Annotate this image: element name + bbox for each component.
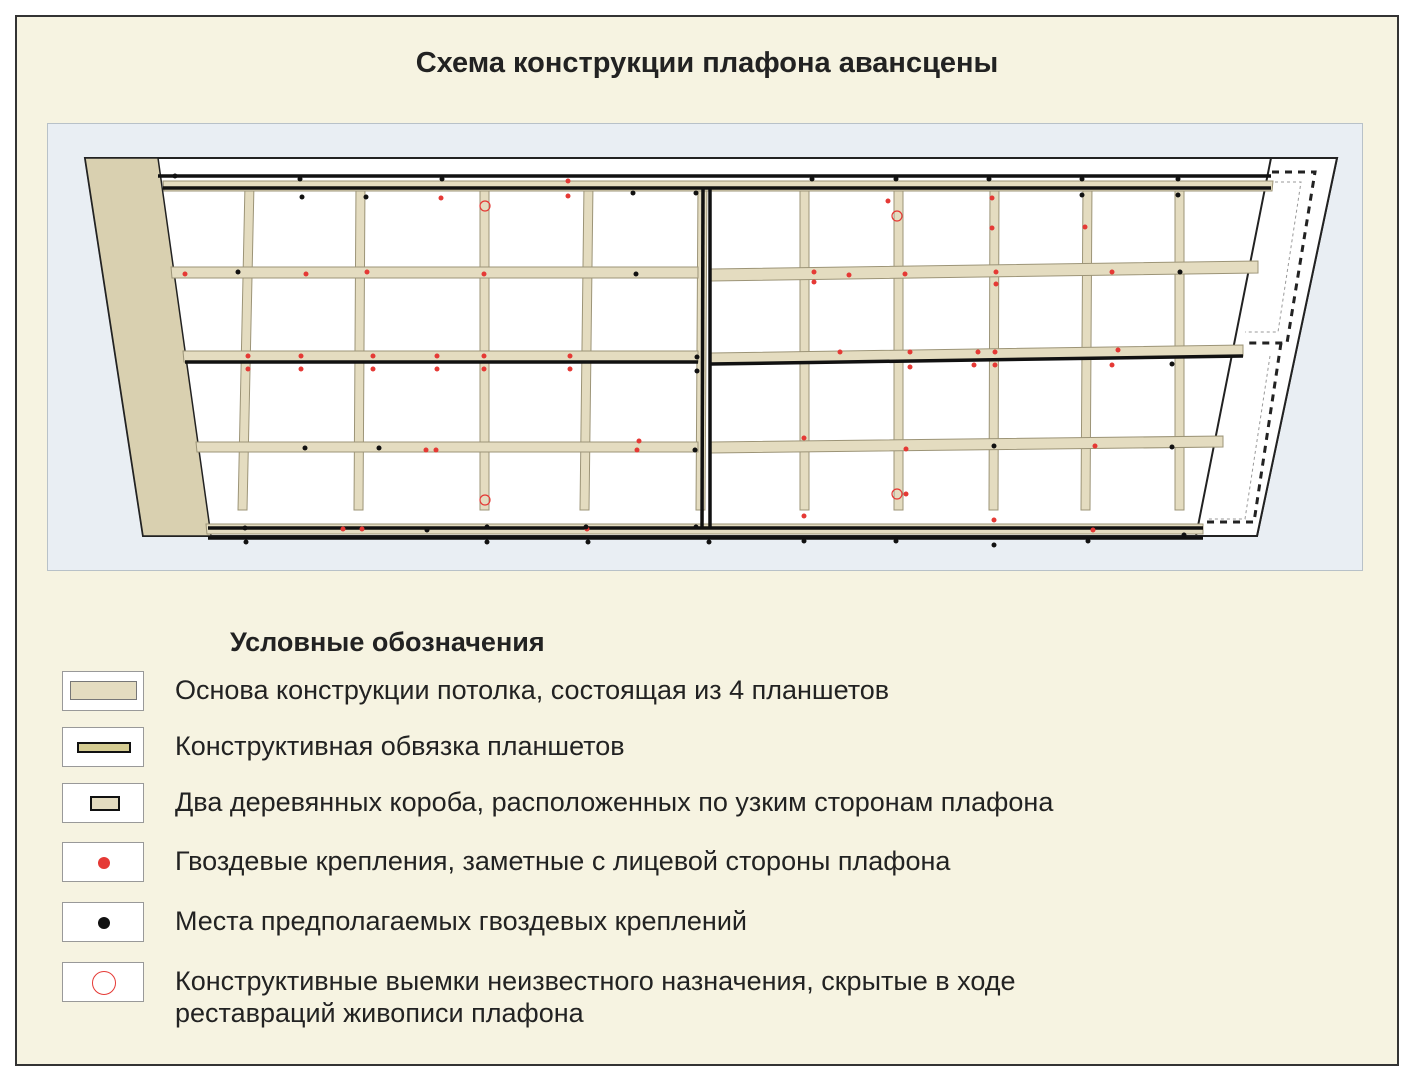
legend-label: Конструктивная обвязка планшетов [175, 731, 625, 761]
legend-title: Условные обозначения [230, 627, 545, 657]
nail-visible [994, 282, 999, 287]
nail-visible [1091, 528, 1096, 533]
nail-assumed [1182, 533, 1187, 538]
nail-assumed [1176, 193, 1181, 198]
nail-visible [812, 280, 817, 285]
nail-visible [838, 350, 843, 355]
nail-visible [812, 270, 817, 275]
nail-visible [904, 492, 909, 497]
nail-visible [183, 272, 188, 277]
nail-visible [1110, 363, 1115, 368]
nail-visible [371, 354, 376, 359]
legend-symbol-box [62, 842, 144, 882]
nail-visible [341, 527, 346, 532]
nail-assumed [694, 191, 699, 196]
legend-label: Основа конструкции потолка, состоящая из 4 планшетов [175, 675, 890, 705]
legend-label: Два деревянных короба, расположенных по узким сторонам плафона [175, 787, 1054, 817]
nail-visible [972, 363, 977, 368]
nail-visible [903, 272, 908, 277]
nail-visible [304, 272, 309, 277]
nail-visible [802, 436, 807, 441]
nail-assumed [987, 177, 992, 182]
nail-assumed [1178, 270, 1183, 275]
legend-symbol-box [62, 727, 144, 767]
legend-label-line-2: реставраций живописи плафона [175, 998, 584, 1028]
nail-assumed [425, 528, 430, 533]
nail-visible [371, 367, 376, 372]
nail-visible [802, 514, 807, 519]
nail-assumed [694, 525, 699, 530]
nail-visible [360, 527, 365, 532]
nail-visible [990, 196, 995, 201]
nail-assumed [707, 540, 712, 545]
red-dot-icon [98, 857, 110, 869]
nail-visible [908, 350, 913, 355]
legend-symbol-box [62, 962, 144, 1002]
nail-visible [993, 350, 998, 355]
red-ring-icon [92, 971, 116, 995]
legend-label: Гвоздевые крепления, заметные с лицевой стороны плафона [175, 846, 951, 876]
nail-assumed [1170, 362, 1175, 367]
legend-label [175, 965, 1275, 1029]
nail-assumed [695, 355, 700, 360]
nail-assumed [810, 177, 815, 182]
plank-v [894, 184, 903, 510]
legend-label-line-1: Конструктивные выемки неизвестного назначения, скрытые в ходе [175, 966, 1016, 996]
diagram-frame [15, 15, 1399, 1066]
nail-assumed [303, 446, 308, 451]
nail-visible [904, 447, 909, 452]
nail-assumed [173, 174, 178, 179]
nail-assumed [485, 525, 490, 530]
nail-visible [424, 448, 429, 453]
nail-assumed [631, 191, 636, 196]
nail-visible [1116, 348, 1121, 353]
box-symbol [90, 796, 120, 811]
nail-assumed [377, 446, 382, 451]
plank-symbol [70, 681, 137, 700]
legend-label: Места предполагаемых гвоздевых креплений [175, 906, 747, 936]
nail-visible [990, 226, 995, 231]
plank-v [989, 184, 999, 510]
nail-assumed [584, 525, 589, 530]
nail-assumed [236, 270, 241, 275]
nail-assumed [992, 543, 997, 548]
nail-assumed [1176, 177, 1181, 182]
ceiling-construction-diagram [48, 124, 1362, 570]
nail-visible [993, 363, 998, 368]
nail-visible [439, 196, 444, 201]
legend-symbol-box [62, 783, 144, 823]
nail-assumed [894, 539, 899, 544]
nail-visible [637, 439, 642, 444]
plank-v [354, 184, 365, 510]
nail-assumed [300, 195, 305, 200]
nail-assumed [1080, 177, 1085, 182]
nail-visible [568, 367, 573, 372]
nail-visible [482, 367, 487, 372]
nail-visible [482, 354, 487, 359]
nail-visible [1083, 225, 1088, 230]
nail-visible [992, 518, 997, 523]
plank-h [196, 442, 698, 452]
nail-assumed [1086, 539, 1091, 544]
ceiling-diagram-panel [47, 123, 1363, 571]
plank-v [480, 184, 489, 510]
nail-assumed [1170, 445, 1175, 450]
nail-assumed [894, 177, 899, 182]
nail-visible [435, 367, 440, 372]
binding-symbol [77, 742, 131, 753]
nail-assumed [634, 272, 639, 277]
nail-visible [299, 354, 304, 359]
nail-assumed [244, 540, 249, 545]
nail-assumed [243, 526, 248, 531]
binding-center-vertical [702, 188, 703, 528]
legend-symbol-box [62, 671, 144, 711]
nail-assumed [485, 540, 490, 545]
nail-visible [434, 448, 439, 453]
nail-visible [908, 365, 913, 370]
nail-visible [365, 270, 370, 275]
nail-visible [482, 272, 487, 277]
nail-visible [246, 354, 251, 359]
nail-visible [1110, 270, 1115, 275]
nail-assumed [802, 539, 807, 544]
page-title: Схема конструкции плафона авансцены [415, 47, 999, 79]
nail-visible [435, 354, 440, 359]
nail-visible [847, 273, 852, 278]
nail-assumed [693, 448, 698, 453]
nail-assumed [695, 369, 700, 374]
nail-assumed [586, 540, 591, 545]
nail-assumed [364, 195, 369, 200]
nail-visible [976, 350, 981, 355]
nail-visible [568, 354, 573, 359]
nail-visible [1093, 444, 1098, 449]
plank-h [171, 267, 698, 278]
black-dot-icon [98, 917, 110, 929]
nail-visible [994, 270, 999, 275]
nail-visible [886, 199, 891, 204]
nail-assumed [440, 177, 445, 182]
nail-visible [299, 367, 304, 372]
nail-assumed [992, 444, 997, 449]
nail-visible [566, 194, 571, 199]
nail-visible [635, 448, 640, 453]
nail-assumed [298, 177, 303, 182]
nail-assumed [1080, 193, 1085, 198]
nail-visible [566, 179, 571, 184]
nail-visible [246, 367, 251, 372]
legend-symbol-box [62, 902, 144, 942]
plank-v [800, 184, 809, 510]
